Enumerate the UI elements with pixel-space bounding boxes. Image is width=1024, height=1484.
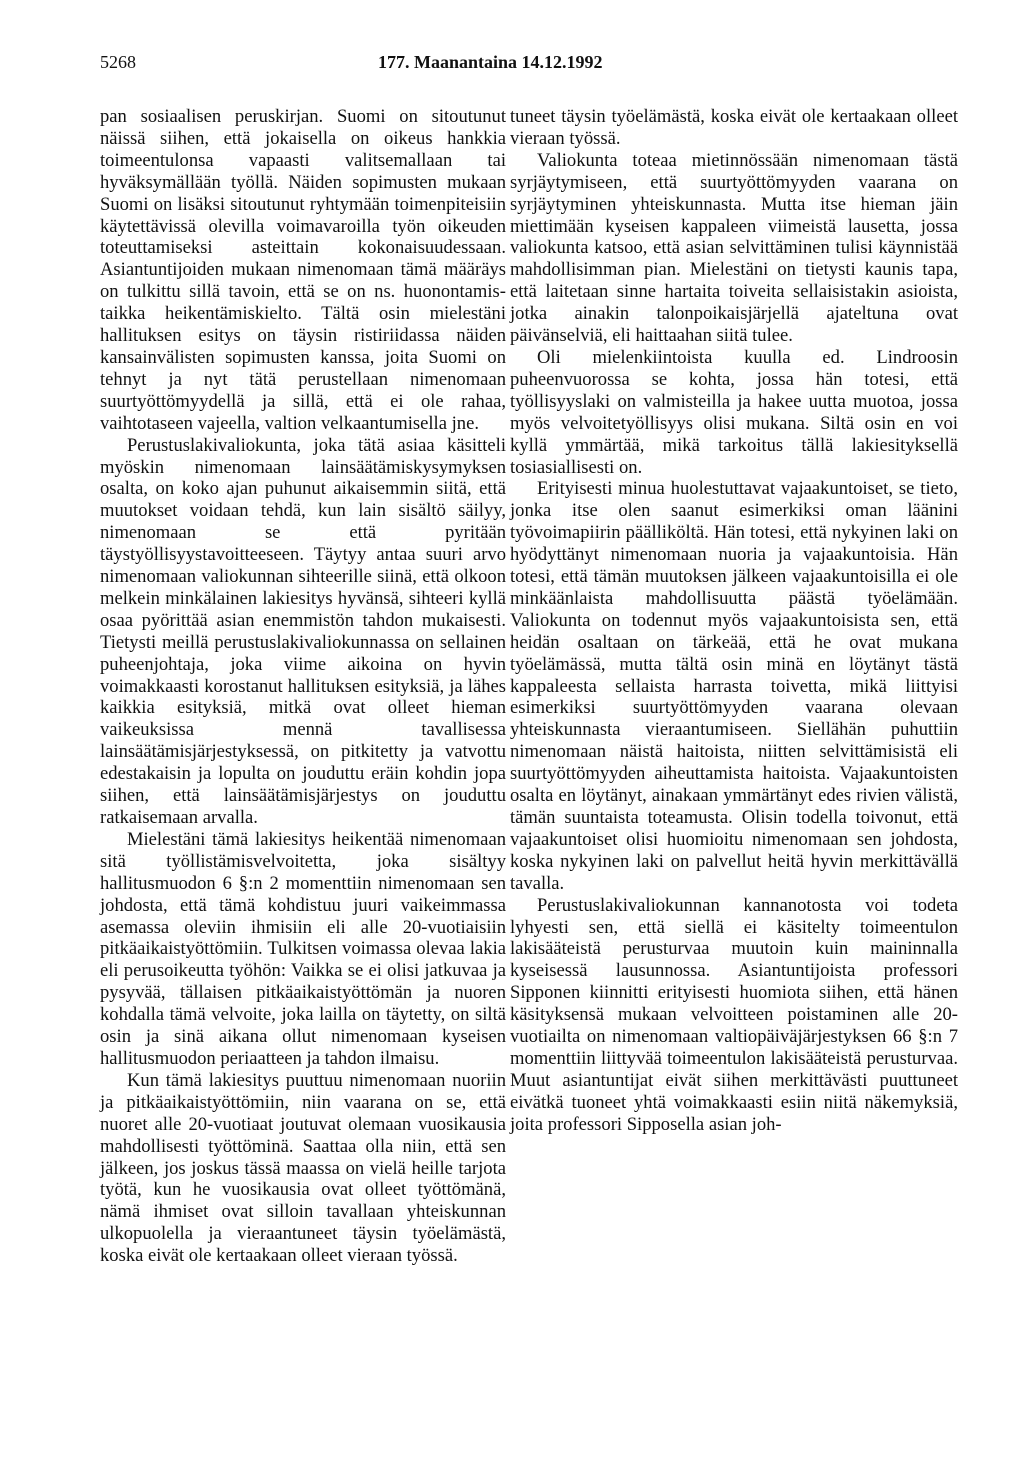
paragraph: Kun tämä lakiesitys puuttuu nimenomaan nuoriin ja pitkäaikaistyöttömiin, niin vaarana on se, että nuoret alle 20-vuotiaat joutuvat olemaan vuosikausia mahdollisesti työttöminä. Saattaa olla niin, että sen jälkeen, jos joskus tässä maassa on vielä heille tarjota työtä, kun he vuosikausia ovat olleet työttömänä, nämä ihmiset ovat silloin tavallaan yhteiskunnan ulkopuolella ja vieraantuneet täysin työelämästä, koska eivät ole kertaakaan olleet vieraan työssä. bbox=[100, 1069, 506, 1267]
paragraph: Erityisesti minua huolestuttavat vajaakuntoiset, se tieto, jonka itse olen saanut esimerkiksi oman läänini työvoimapiirin päälliköltä. Hän totesi, että nykyinen laki on hyödyttänyt nimenomaan nuoria ja vajaakuntoisia. Hän totesi, että tämän muutoksen jälkeen vajaakuntoisilla ei ole minkäänlaista mahdollisuutta päästä työelämään. Valiokunta on todennut myös vajaakuntoisista sen, että heidän osaltaan on tärkeää, että he ovat mukana työelämässä, mutta tältä osin minä en löytänyt tästä kappaleesta sellaista harrasta toivetta, mikä liittyisi esimerkiksi suurtyöttömyyden vaarana olevaan yhteiskunnasta vieraantumiseen. Siellähän puhuttiin nimenomaan näistä haitoista, niitten selvittämisistä eli suurtyöttömyyden aiheuttamista haitoista. Vajaakuntoisten osalta en löytänyt, ainakaan ymmärtänyt edes rivien välistä, tämän suuntaista toteamusta. Olisin todella toivonut, että vajaakuntoiset olisi huomioitu nimenomaan sen johdosta, koska nykyinen laki on palvellut heitä hyvin merkittävällä tavalla. bbox=[510, 478, 958, 894]
paragraph: Mielestäni tämä lakiesitys heikentää nimenomaan sitä työllistämisvelvoitetta, joka sisältyy hallitusmuodon 6 §:n 2 momenttiin nimenomaan sen johdosta, että tämä kohdistuu juuri vaikeimmassa asemassa oleviin ihmisiin eli alle 20-vuotiaisiin pitkäaikaistyöttömiin. Tulkitsen voimassa olevaa lakia eli perusoikeutta työhön: Vaikka se ei olisi jatkuvaa ja pysyvää, tällaisen pitkäaikaistyöttömän ja nuoren kohdalla tämä velvoite, joka lailla on täytetty, on siltä osin ja sinä aikana ollut nimenomaan kyseisen hallitusmuodon periaatteen ja tahdon ilmaisu. bbox=[100, 828, 506, 1069]
paragraph: Valiokunta toteaa mietinnössään nimenomaan tästä syrjäytymiseen, että suurtyöttömyyden vaarana on syrjäytyminen yhteiskunnasta. Mutta itse hieman jäin miettimään kyseisen kappaleen viimeistä lausetta, jossa valiokunta katsoo, että asian selvittäminen tulisi käynnistää mahdollisimman pian. Mielestäni on tietysti kaunis tapa, että laitetaan sinne hartaita toiveita sellaisistakin asioista, jotka ainakin talonpoikaisjärjellä ajateltuna ovat päivänselviä, eli haittaahan siitä tulee. bbox=[510, 149, 958, 347]
right-column bbox=[510, 106, 958, 1136]
left-column bbox=[100, 106, 506, 1267]
paragraph: pan sosiaalisen peruskirjan. Suomi on sitoutunut näissä siihen, että jokaisella on oikeus hankkia toimeentulonsa vapaasti valitsemallaan tai hyväksymällään työllä. Näiden sopimusten mukaan Suomi on lisäksi sitoutunut ryhtymään toimenpiteisiin käytettävissä olevilla voimavaroilla työn oikeuden toteuttamiseksi asteittain kokonaisuudessaan. Asiantuntijoiden mukaan nimenomaan tämä määräys on tulkittu sillä tavoin, että se on ns. huonontamis- taikka heikentämiskielto. Tältä osin mielestäni hallituksen esitys on täysin ristiriidassa näiden kansainvälisten sopimusten kanssa, joita Suomi on tehnyt ja nyt tätä perustellaan nimenomaan suurtyöttömyydellä ja sillä, että ei ole rahaa, vaihtotaseen vajeella, valtion velkaantumisella jne. bbox=[100, 106, 506, 434]
session-heading: 177. Maanantaina 14.12.1992 bbox=[378, 52, 603, 72]
paragraph: Oli mielenkiintoista kuulla ed. Lindroosin puheenvuorossa se kohta, jossa hän totesi, että työllisyyslaki on valmisteilla ja hakee uutta muotoa, jossa myös velvoitetyöllisyys olisi mukana. Siltä osin en voi kyllä ymmärtää, mikä tarkoitus tällä lakiesityksellä tosiasiallisesti on. bbox=[510, 346, 958, 478]
paragraph: Perustuslakivaliokunnan kannanotosta voi todeta lyhyesti sen, että siellä ei käsitelty toimeentulon lakisääteistä perusturvaa muutoin kuin maininnalla kyseisessä lausunnossa. Asiantuntijoista professori Sipponen kiinnitti erityisesti huomiota siihen, että hänen käsityksensä mukaan velvoitteen poistaminen alle 20-vuotiailta on nimenomaan valtiopäiväjärjestyksen 66 §:n 7 momenttiin liittyvää toimeentulon lakisääteistä perusturvaa. Muut asiantuntijat eivät siihen merkittävästi puuttuneet eivätkä tuoneet yhtä voimakkaasti esiin niitä näkemyksiä, joita professori Sipposella asian joh- bbox=[510, 894, 958, 1135]
paragraph: tuneet täysin työelämästä, koska eivät ole kertaakaan olleet vieraan työssä. bbox=[510, 106, 958, 149]
page-number: 5268 bbox=[100, 52, 136, 72]
page-header bbox=[100, 50, 958, 74]
paragraph: Perustuslakivaliokunta, joka tätä asiaa käsitteli myöskin nimenomaan lainsäätämiskysymyksen osalta, on koko ajan puhunut aikaisemmin siitä, että muutokset voidaan tehdä, kun lain sisältö säilyy, nimenomaan se että pyritään täystyöllisyystavoitteeseen. Täytyy antaa suuri arvo nimenomaan valiokunnan sihteerille siinä, että olkoon melkein minkälainen lakiesitys hyvänsä, sihteeri kyllä osaa pyörittää asian enemmistön tahdon mukaisesti. Tietysti meillä perustuslakivaliokunnassa on sellainen puheenjohtaja, joka viime aikoina on hyvin voimakkaasti korostanut hallituksen esityksiä, ja lähes kaikkia esityksiä, mitkä ovat olleet hieman vaikeuksissa mennä tavallisessa lainsäätämisjärjestyksessä, on pitkitetty ja vatvottu edestakaisin ja lopulta on jouduttu eräin kohdin jopa siihen, että lainsäätämisjärjestys on jouduttu ratkaisemaan arvalla. bbox=[100, 434, 506, 828]
